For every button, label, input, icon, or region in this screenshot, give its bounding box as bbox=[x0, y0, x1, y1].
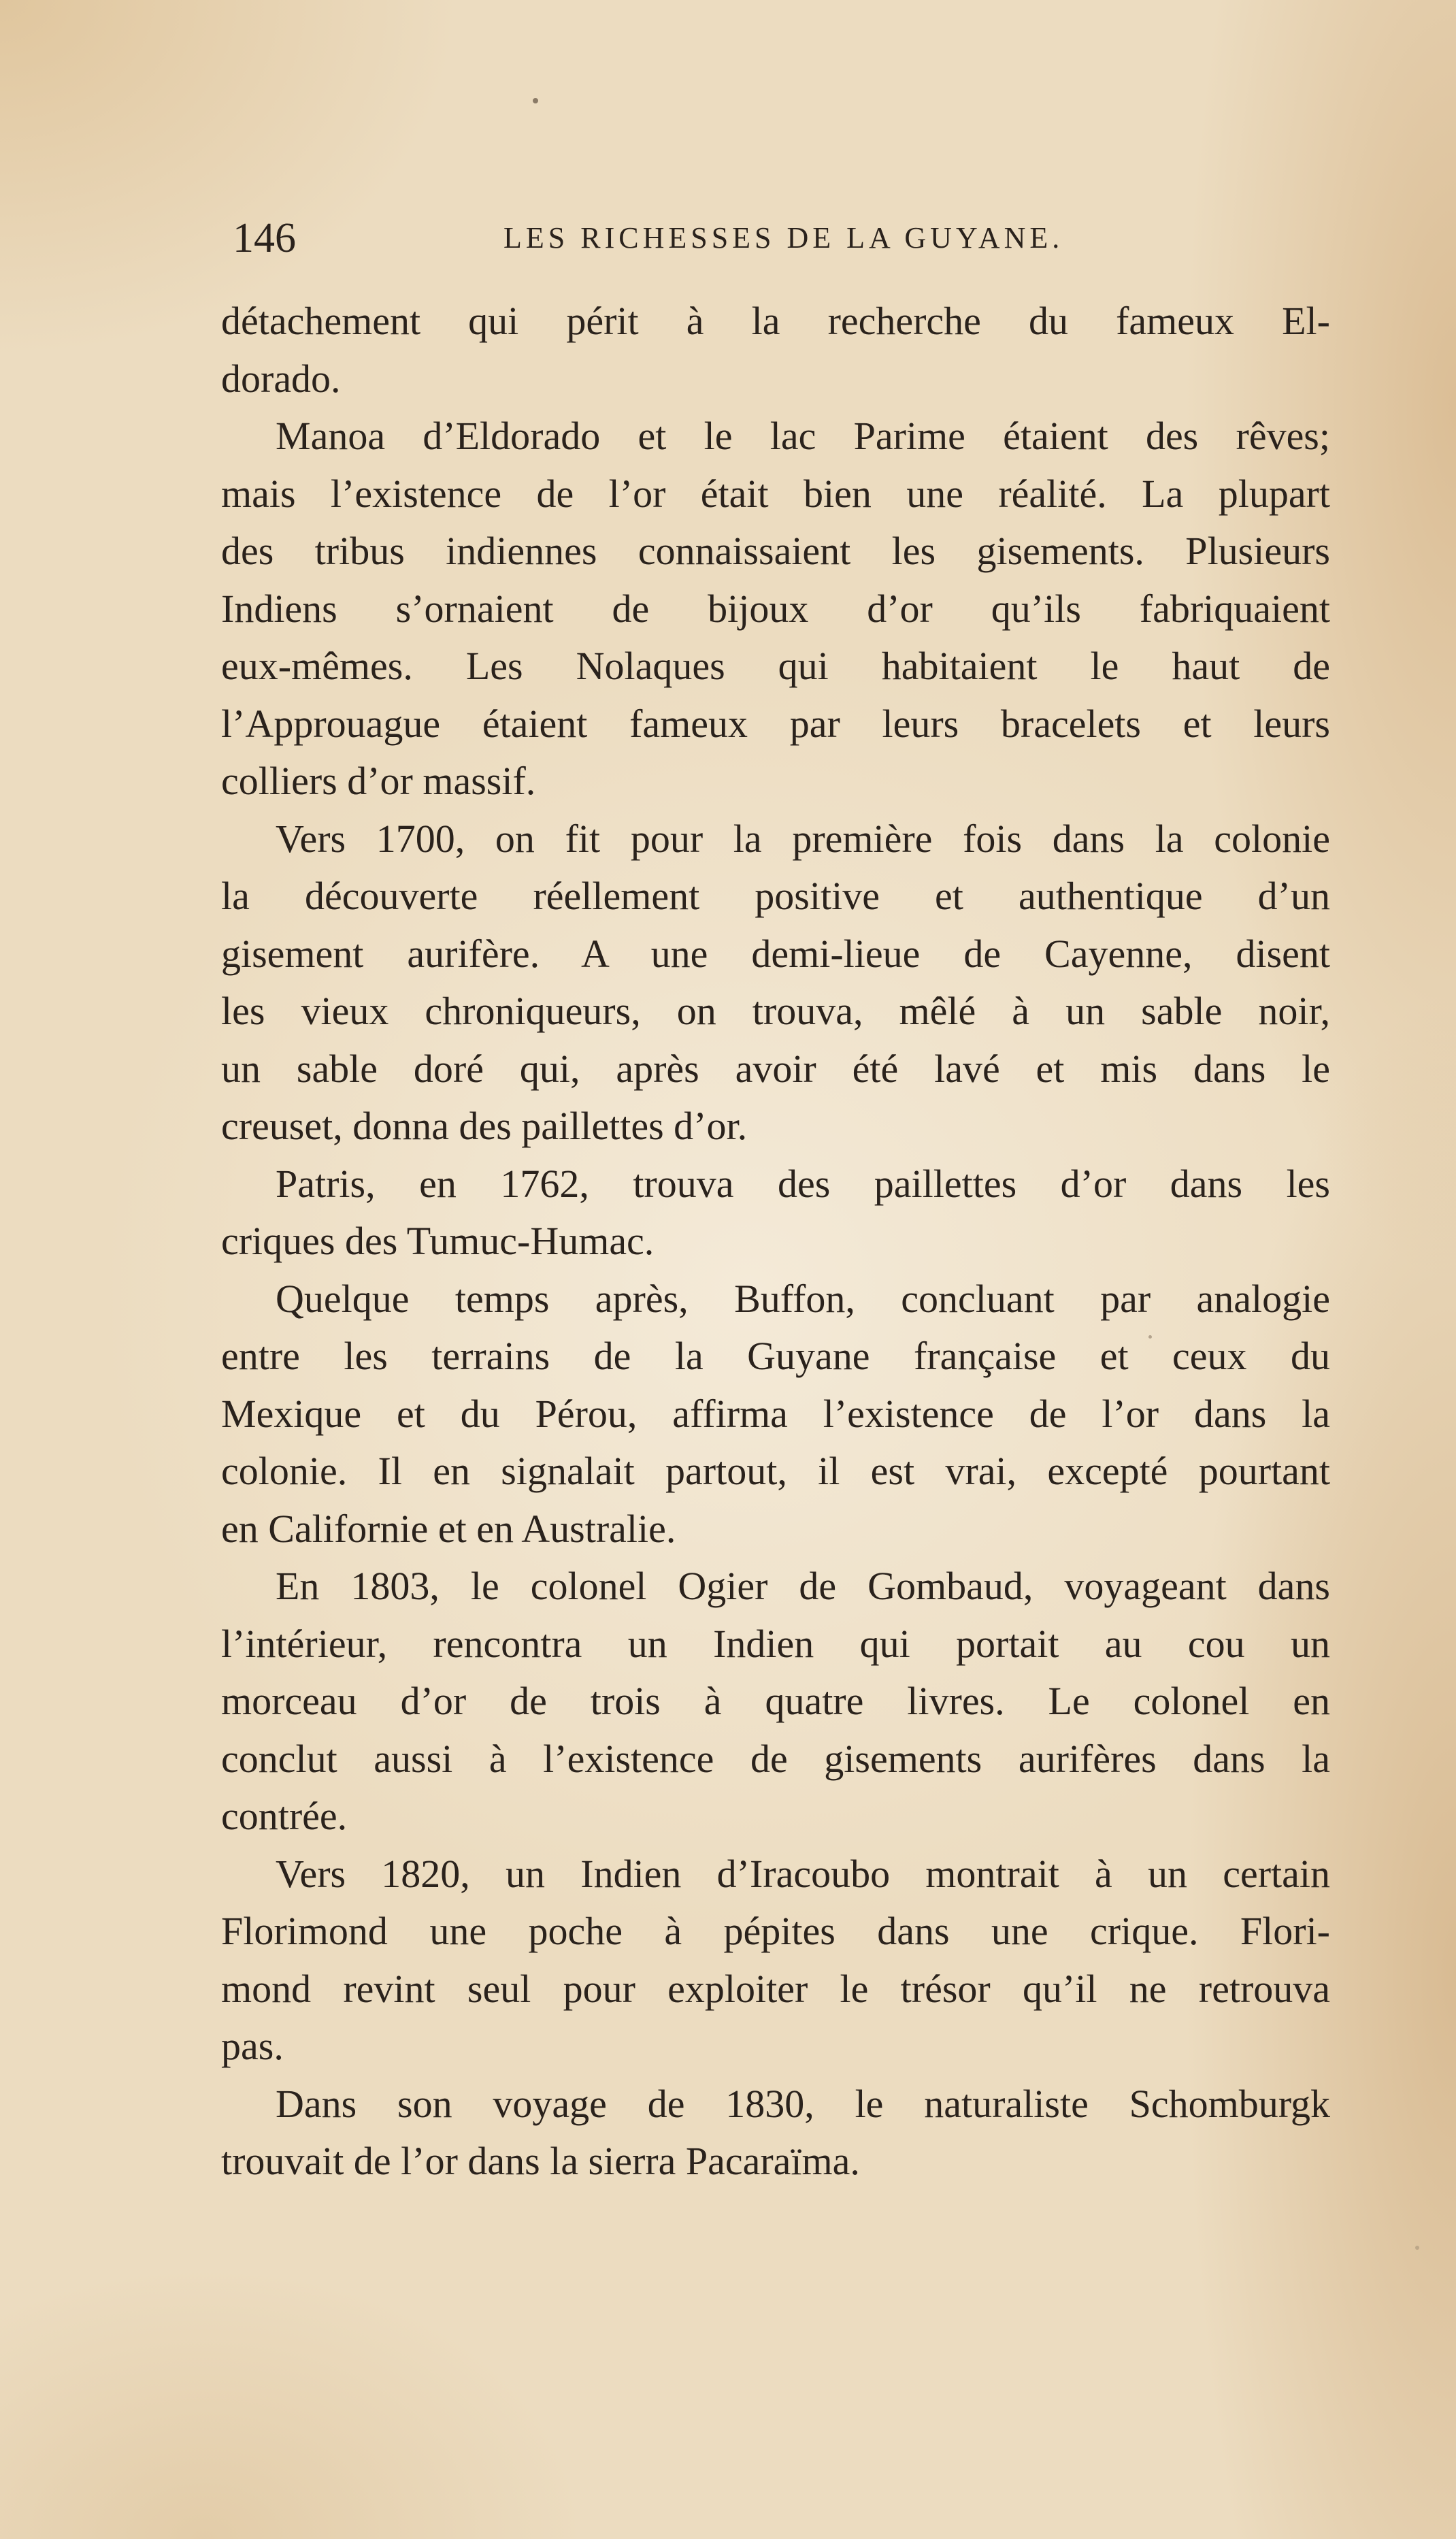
text-line: Manoa d’Eldorado et le lac Parime étaient des rêves; bbox=[276, 414, 1330, 458]
text-line: creuset, donna des paillettes d’or. bbox=[221, 1104, 748, 1148]
ink-speck bbox=[1415, 2246, 1419, 2250]
text-line: entre les terrains de la Guyane française et ceux du bbox=[221, 1334, 1330, 1378]
text-line: colonie. Il en signalait partout, il est vrai, excepté pourtant bbox=[221, 1449, 1330, 1493]
text-line: les vieux chroniqueurs, on trouva, mêlé à un sable noir, bbox=[221, 989, 1330, 1033]
text-line: mais l’existence de l’or était bien une réalité. La plupart bbox=[221, 471, 1330, 516]
body-text bbox=[221, 293, 1330, 2191]
text-line: l’Approuague étaient fameux par leurs bracelets et leurs bbox=[221, 701, 1330, 746]
text-line: l’intérieur, rencontra un Indien qui portait au cou un bbox=[221, 1621, 1330, 1666]
text-line: colliers d’or massif. bbox=[221, 759, 536, 803]
text-line: en Californie et en Australie. bbox=[221, 1506, 676, 1551]
page-header bbox=[225, 208, 1340, 269]
text-line: eux-mêmes. Les Nolaques qui habitaient le haut de bbox=[221, 644, 1330, 688]
text-line: criques des Tumuc-Humac. bbox=[221, 1219, 655, 1263]
text-line: Vers 1820, un Indien d’Iracoubo montrait à un certain bbox=[276, 1851, 1330, 1896]
text-line: Dans son voyage de 1830, le naturaliste Schomburgk bbox=[276, 2081, 1330, 2126]
text-line: Vers 1700, on fit pour la première fois dans la colonie bbox=[276, 816, 1330, 861]
text-line: mond revint seul pour exploiter le trésor qu’il ne retrouva bbox=[221, 1966, 1330, 2011]
text-line: des tribus indiennes connaissaient les gisements. Plusieurs bbox=[221, 529, 1330, 573]
text-line: Mexique et du Pérou, affirma l’existence de l’or dans la bbox=[221, 1391, 1330, 1436]
text-line: détachement qui périt à la recherche du fameux El- bbox=[221, 299, 1330, 343]
text-line: trouvait de l’or dans la sierra Pacaraïma. bbox=[221, 2139, 860, 2183]
text-line: Quelque temps après, Buffon, concluant par analogie bbox=[276, 1276, 1330, 1321]
running-title: LES RICHESSES DE LA GUYANE. bbox=[503, 221, 1064, 255]
text-line: la découverte réellement positive et authentique d’un bbox=[221, 874, 1330, 918]
text-line: gisement aurifère. A une demi-lieue de Cayenne, disent bbox=[221, 931, 1330, 976]
text-line: Florimond une poche à pépites dans une crique. Flori- bbox=[221, 1909, 1330, 1953]
text-line: dorado. bbox=[221, 356, 341, 401]
text-line: Patris, en 1762, trouva des paillettes d’or dans les bbox=[276, 1161, 1330, 1206]
text-line: contrée. bbox=[221, 1794, 348, 1838]
text-line: un sable doré qui, après avoir été lavé et mis dans le bbox=[221, 1046, 1330, 1091]
text-line: Indiens s’ornaient de bijoux d’or qu’ils fabriquaient bbox=[221, 586, 1330, 631]
ink-speck bbox=[533, 98, 538, 103]
text-line: pas. bbox=[221, 2024, 284, 2068]
text-line: conclut aussi à l’existence de gisements aurifères dans la bbox=[221, 1736, 1330, 1781]
text-line: morceau d’or de trois à quatre livres. Le colonel en bbox=[221, 1679, 1330, 1723]
text-line: En 1803, le colonel Ogier de Gombaud, voyageant dans bbox=[276, 1564, 1330, 1608]
page-number: 146 bbox=[233, 215, 296, 261]
